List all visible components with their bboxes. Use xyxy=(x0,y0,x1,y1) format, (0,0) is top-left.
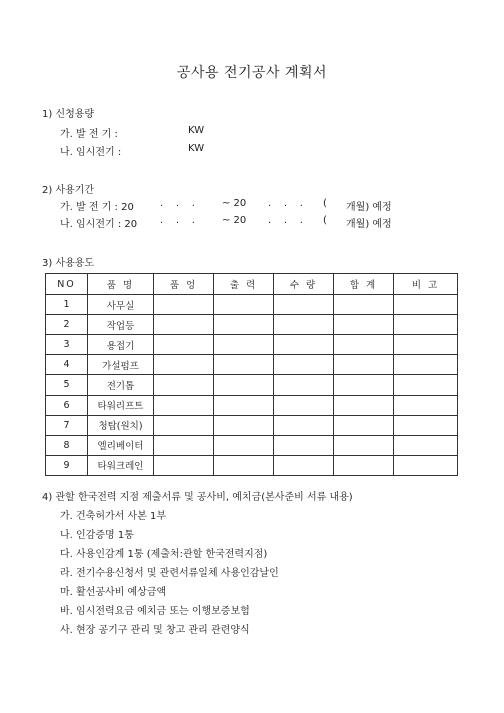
cell-output xyxy=(214,315,274,335)
cell-remarks xyxy=(394,455,458,475)
cell-output xyxy=(214,395,274,415)
cell-quantity xyxy=(274,355,334,375)
cell-no: 8 xyxy=(46,435,88,455)
cell-output xyxy=(214,455,274,475)
period-generator-tilde: ~ 20 xyxy=(222,198,247,209)
capacity-generator-unit: KW xyxy=(188,125,205,136)
period-temp-dots-2: . . . xyxy=(268,215,303,226)
cell-item-spec xyxy=(154,295,214,315)
cell-item-name: 청탑(원치) xyxy=(88,415,154,435)
cell-item-name: 사무실 xyxy=(88,295,154,315)
cell-remarks xyxy=(394,435,458,455)
cell-quantity xyxy=(274,335,334,355)
cell-remarks xyxy=(394,355,458,375)
cell-item-spec xyxy=(154,335,214,355)
cell-total xyxy=(334,375,394,395)
col-header-item-name: 품 명 xyxy=(88,274,154,295)
cell-output xyxy=(214,335,274,355)
cell-remarks xyxy=(394,415,458,435)
period-temp-months: 개월) 예정 xyxy=(346,219,392,230)
cell-quantity xyxy=(274,375,334,395)
cell-total xyxy=(334,455,394,475)
cell-item-name: 타워크레인 xyxy=(88,455,154,475)
cell-total xyxy=(334,295,394,315)
cell-quantity xyxy=(274,435,334,455)
cell-quantity xyxy=(274,295,334,315)
period-temp-dots-1: . . . xyxy=(160,215,195,226)
cell-no: 7 xyxy=(46,415,88,435)
period-temp-paren: ( xyxy=(323,215,327,226)
period-generator-months: 개월) 예정 xyxy=(346,202,392,213)
table-header-row xyxy=(46,274,458,295)
cell-item-spec xyxy=(154,375,214,395)
col-header-item-spec: 품 엉 xyxy=(154,274,214,295)
cell-item-name: 용접기 xyxy=(88,335,154,355)
period-generator-label: 가. 발 전 기 : 20 xyxy=(60,202,134,213)
cell-item-name: 가설펌프 xyxy=(88,355,154,375)
cell-remarks xyxy=(394,315,458,335)
cell-no: 3 xyxy=(46,335,88,355)
cell-total xyxy=(334,415,394,435)
capacity-generator-label: 가. 발 전 기 : xyxy=(60,129,118,140)
page-title: 공사용 전기공사 계획서 xyxy=(176,65,328,81)
cell-output xyxy=(214,295,274,315)
section-3-heading: 3) 사용용도 xyxy=(42,258,95,269)
cell-total xyxy=(334,435,394,455)
col-header-output: 출 력 xyxy=(214,274,274,295)
capacity-temp-unit: KW xyxy=(188,143,205,154)
section-4-heading: 4) 관할 한국전력 지점 제출서류 및 공사비, 예치금(본사준비 서류 내용) xyxy=(42,492,353,503)
doc-item-7: 사. 현장 공기구 관리 및 창고 관리 관련양식 xyxy=(60,625,250,636)
table-row xyxy=(46,295,458,315)
cell-item-spec xyxy=(154,355,214,375)
cell-item-name: 엘리베이터 xyxy=(88,435,154,455)
period-generator-dots-2: . . . xyxy=(268,198,303,209)
cell-item-spec xyxy=(154,435,214,455)
table-row xyxy=(46,355,458,375)
table-row xyxy=(46,375,458,395)
cell-output xyxy=(214,435,274,455)
cell-remarks xyxy=(394,395,458,415)
period-generator-dots-1: . . . xyxy=(160,198,195,209)
doc-item-4: 라. 전기수용신청서 및 관련서류일체 사용인감날인 xyxy=(60,568,279,579)
doc-item-3: 다. 사용인감계 1통 (제출처:관할 한국전력지점) xyxy=(60,549,268,560)
cell-item-name: 전기톱 xyxy=(88,375,154,395)
cell-output xyxy=(214,375,274,395)
section-2-heading: 2) 사용기간 xyxy=(42,185,95,196)
cell-total xyxy=(334,395,394,415)
cell-no: 1 xyxy=(46,295,88,315)
doc-item-1: 가. 건축허가서 사본 1부 xyxy=(60,511,167,522)
cell-quantity xyxy=(274,395,334,415)
table-row xyxy=(46,395,458,415)
doc-item-6: 바. 임시전력요금 예치금 또는 이행보증보험 xyxy=(60,606,250,617)
cell-no: 6 xyxy=(46,395,88,415)
section-1-heading: 1) 신청용량 xyxy=(42,109,95,120)
col-header-quantity: 수 량 xyxy=(274,274,334,295)
table-row xyxy=(46,415,458,435)
cell-item-spec xyxy=(154,455,214,475)
cell-no: 4 xyxy=(46,355,88,375)
cell-output xyxy=(214,355,274,375)
cell-item-name: 작업등 xyxy=(88,315,154,335)
cell-remarks xyxy=(394,335,458,355)
table-row xyxy=(46,315,458,335)
period-temp-tilde: ~ 20 xyxy=(222,215,247,226)
table-row xyxy=(46,335,458,355)
cell-remarks xyxy=(394,375,458,395)
cell-total xyxy=(334,335,394,355)
cell-no: 9 xyxy=(46,455,88,475)
doc-item-2: 나. 인감증명 1통 xyxy=(60,530,134,541)
cell-quantity xyxy=(274,415,334,435)
usage-table xyxy=(45,273,458,476)
capacity-temp-label: 나. 임시전기 : xyxy=(60,147,122,158)
table-row xyxy=(46,435,458,455)
col-header-remarks: 비 고 xyxy=(394,274,458,295)
table-row xyxy=(46,455,458,475)
cell-no: 5 xyxy=(46,375,88,395)
cell-total xyxy=(334,315,394,335)
period-temp-label: 나. 임시전기 : 20 xyxy=(60,219,138,230)
doc-item-5: 마. 활선공사비 예상금액 xyxy=(60,587,167,598)
cell-item-spec xyxy=(154,395,214,415)
cell-item-spec xyxy=(154,415,214,435)
cell-item-spec xyxy=(154,315,214,335)
period-generator-paren: ( xyxy=(323,198,327,209)
cell-quantity xyxy=(274,455,334,475)
cell-quantity xyxy=(274,315,334,335)
cell-item-name: 타워리프트 xyxy=(88,395,154,415)
cell-output xyxy=(214,415,274,435)
col-header-no: NO xyxy=(46,274,88,295)
cell-no: 2 xyxy=(46,315,88,335)
cell-remarks xyxy=(394,295,458,315)
cell-total xyxy=(334,355,394,375)
col-header-total: 합 계 xyxy=(334,274,394,295)
